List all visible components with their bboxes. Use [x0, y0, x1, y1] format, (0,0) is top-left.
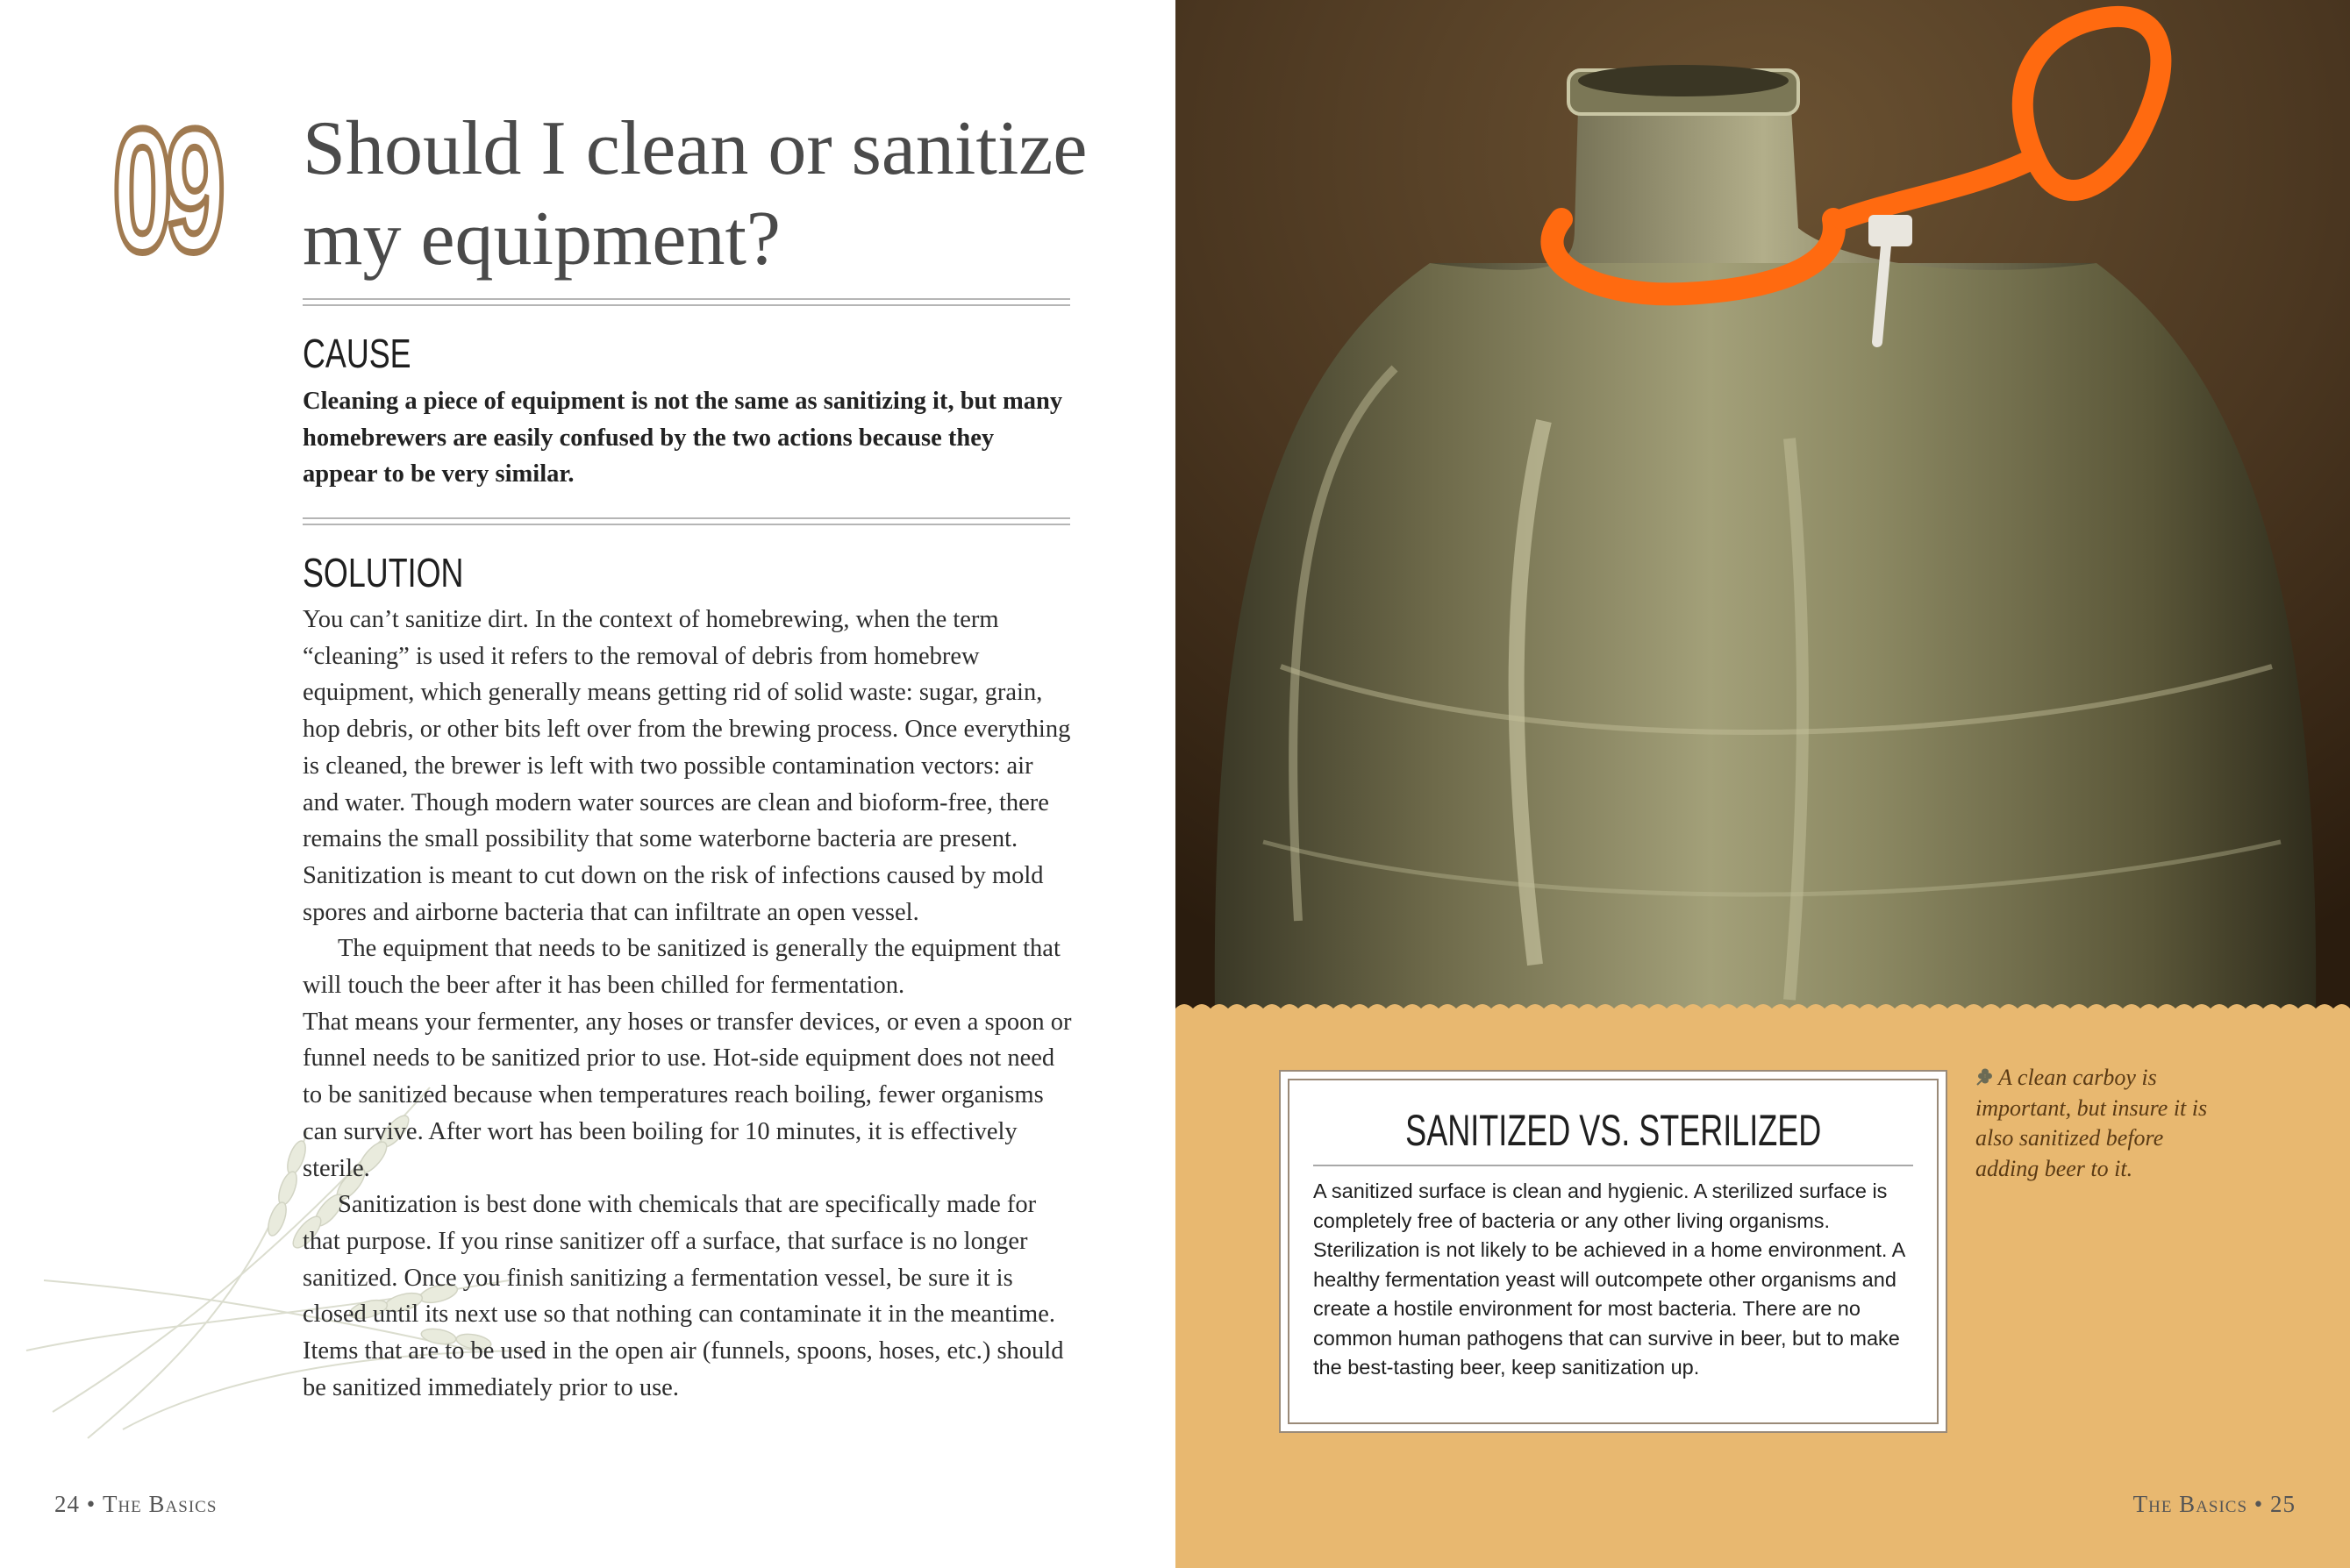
cause-text: Cleaning a piece of equipment is not the same as sanitizing it, but many homebrewers are easily confused by the two actions because they appear to be very similar. — [303, 388, 1063, 488]
solution-paragraph: Sanitization is best done with chemicals that are specifically made for that purpose. If you rinse sanitizer off a surface, that surface is no longer sanitized. Once you finish sanitizing a fermentation vessel, be sure it is closed until its next use so that nothing can contaminate it in the meantime. Items that are to be used in the open air (funnels, spoons, hoses, etc.) should be sanitized immediately prior to use. — [303, 1191, 1064, 1401]
running-head: The Basics — [2132, 1491, 2248, 1517]
solution-body — [303, 602, 1075, 1406]
folio-separator: • — [86, 1491, 96, 1517]
sidebar-text: A sanitized surface is clean and hygienic. A sterilized surface is completely free of bacteria or any other living organisms. Sterilization is not likely to be achieved in a home environment. A healthy fermentation yeast will outcompete other organisms and create a hostile environment for most bacteria. There are no common human pathogens that can survive in beer, but to make the best-tasting beer, keep sanitization up. — [1313, 1180, 1905, 1379]
solution-paragraph: The equipment that needs to be sanitized is generally the equipment that will touch the beer after it has been chilled for fermentation. — [303, 935, 1061, 1000]
sidebar-title-text: SANITIZED VS. STERILIZED — [1404, 1106, 1822, 1155]
sidebar-box — [1279, 1070, 1947, 1433]
photo-caption — [1975, 1063, 2221, 1184]
page-number: 24 — [54, 1491, 80, 1517]
page-number: 25 — [2270, 1491, 2296, 1517]
solution-heading: SOLUTION — [303, 550, 464, 595]
left-folio — [54, 1491, 217, 1518]
solution-paragraph: That means your fermenter, any hoses or transfer devices, or even a spoon or funnel needs to be sanitized prior to use. Hot-side equipment does not need to be sanitized because when temperatures reach boiling, fewer organisms can survive. After wort has been boiling for 10 minutes, it is effectively sterile. — [303, 1008, 1072, 1182]
caption-text: A clean carboy is important, but insure it is also sanitized before adding beer to it. — [1975, 1065, 2208, 1181]
section-divider — [303, 517, 1070, 525]
folio-separator: • — [2254, 1491, 2264, 1517]
sidebar-divider — [1313, 1165, 1913, 1166]
sidebar-inner-frame — [1288, 1079, 1939, 1424]
chapter-number: 09 — [112, 93, 218, 289]
right-page — [1175, 0, 2350, 1568]
right-folio — [2133, 1491, 2296, 1518]
page-title: Should I clean or sanitize my equipment? — [303, 106, 1088, 282]
hop-icon — [1975, 1067, 1995, 1087]
sidebar-title — [1289, 1106, 1937, 1155]
title-divider — [303, 298, 1070, 306]
carboy-photo — [1175, 0, 2350, 1017]
running-head: The Basics — [102, 1491, 218, 1517]
cause-heading: CAUSE — [303, 331, 411, 376]
solution-paragraph: You can’t sanitize dirt. In the context of homebrewing, when the term “cleaning” is used it refers to the removal of debris from homebrew equipment, which generally means getting rid of solid waste: sugar, grain, hop debris, or other bits left over from the brewing process. Once everything is cleaned, the brewer is left with two possible contamination vectors: air and water. Though modern water sources are clean and bioform-free, there remains the small possibility that some waterborne bacteria are present. Sanitization is meant to cut down on the risk of infections caused by mold spores and airborne bacteria that can infiltrate an open vessel. — [303, 606, 1071, 926]
